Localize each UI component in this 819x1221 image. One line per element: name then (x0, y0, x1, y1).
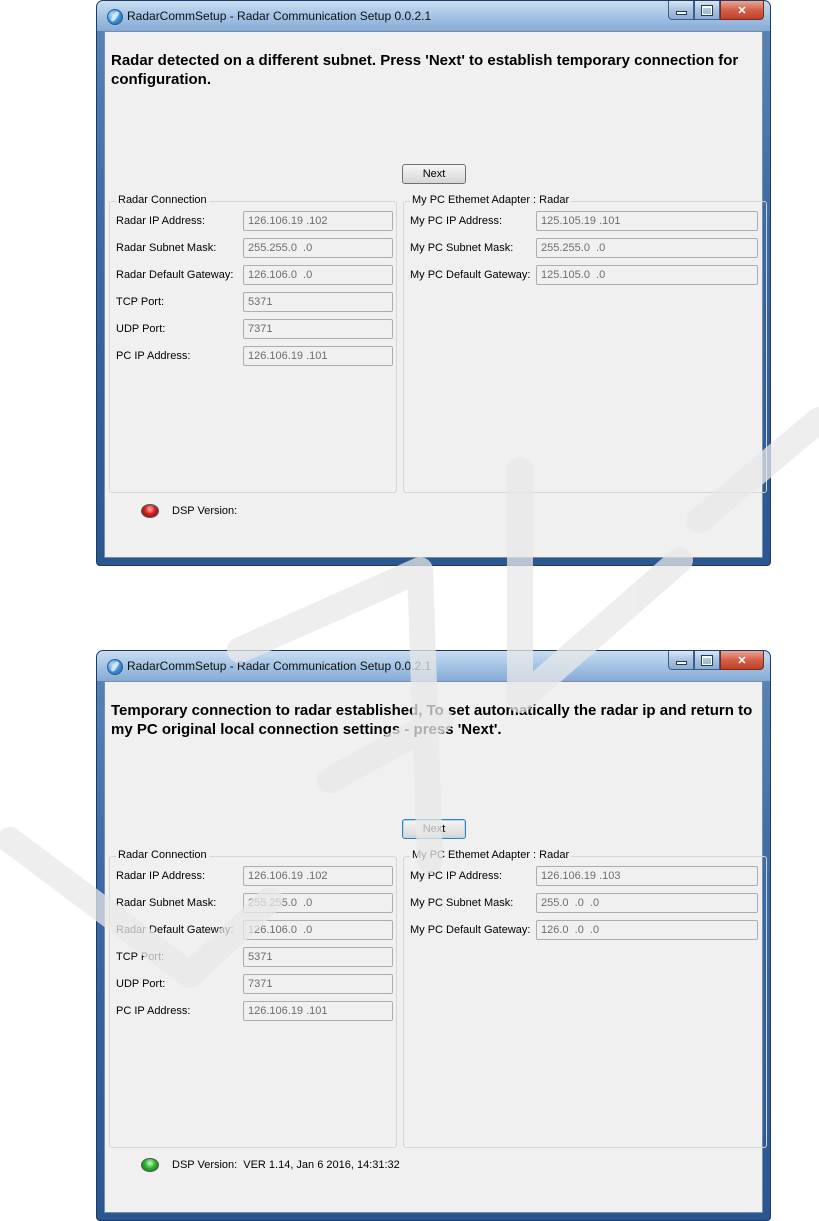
field-label: My PC Subnet Mask: (410, 242, 514, 254)
title-bar[interactable] (97, 651, 770, 681)
radar-subnet-field[interactable]: 255.255.0 .0 (243, 238, 393, 258)
tcp-port-field[interactable]: 5371 (243, 292, 393, 312)
my-pc-ip-field[interactable]: 126.106.19 .103 (536, 866, 758, 886)
setup-window-2 (96, 650, 771, 1221)
minimize-button[interactable] (668, 651, 694, 670)
close-icon: ✕ (737, 654, 747, 667)
radar-subnet-row (116, 893, 394, 913)
maximize-button[interactable] (694, 651, 720, 670)
window-controls (668, 651, 764, 671)
close-button[interactable] (720, 1, 764, 20)
radar-gateway-row (116, 265, 394, 285)
radar-gateway-row (116, 920, 394, 940)
close-icon: ✕ (737, 4, 747, 17)
group-legend: My PC Ethemet Adapter : Radar (412, 849, 570, 861)
minimize-button[interactable] (668, 1, 694, 20)
pc-adapter-group (403, 849, 767, 1148)
field-label: Radar Subnet Mask: (116, 897, 217, 909)
field-label: Radar IP Address: (116, 215, 206, 227)
my-pc-gateway-field[interactable]: 126.0 .0 .0 (536, 920, 758, 940)
next-button[interactable]: Next (402, 819, 466, 839)
group-legend: Radar Connection (118, 194, 207, 206)
field-label: My PC Default Gateway: (410, 924, 531, 936)
title-bar[interactable] (97, 1, 770, 31)
pc-ip-field[interactable]: 126.106.19 .101 (243, 1001, 393, 1021)
minimize-icon (677, 12, 686, 14)
field-label: Radar Default Gateway: (116, 269, 234, 281)
dsp-label: DSP Version: (172, 1159, 238, 1171)
maximize-button[interactable] (694, 1, 720, 20)
udp-port-row (116, 319, 394, 339)
radar-ip-row (116, 866, 394, 886)
maximize-icon (702, 6, 712, 15)
group-legend: Radar Connection (118, 849, 207, 861)
pc-adapter-group (403, 194, 767, 493)
field-label: UDP Port: (116, 323, 166, 335)
my-pc-subnet-field[interactable]: 255.255.0 .0 (536, 238, 758, 258)
radar-gateway-field[interactable]: 126.106.0 .0 (243, 920, 393, 940)
tcp-port-field[interactable]: 5371 (243, 947, 393, 967)
my-pc-ip-row (410, 211, 762, 231)
setup-window-1 (96, 0, 771, 566)
field-label: PC IP Address: (116, 350, 191, 362)
my-pc-subnet-field[interactable]: 255.0 .0 .0 (536, 893, 758, 913)
dsp-version-value: VER 1.14, Jan 6 2016, 14:31:32 (243, 1159, 400, 1171)
field-label: Radar Subnet Mask: (116, 242, 217, 254)
my-pc-gateway-row (410, 920, 762, 940)
radar-gateway-field[interactable]: 126.106.0 .0 (243, 265, 393, 285)
pc-ip-field[interactable]: 126.106.19 .101 (243, 346, 393, 366)
radar-connection-group (109, 849, 397, 1148)
field-label: UDP Port: (116, 978, 166, 990)
udp-port-field[interactable]: 7371 (243, 319, 393, 339)
next-button[interactable]: Next (402, 164, 466, 184)
dsp-label: DSP Version: (172, 505, 238, 517)
tcp-port-row (116, 947, 394, 967)
tcp-port-row (116, 292, 394, 312)
my-pc-gateway-row (410, 265, 762, 285)
instruction-message: Radar detected on a different subnet. Press 'Next' to establish temporary connection for configuration. (111, 52, 739, 88)
my-pc-ip-row (410, 866, 762, 886)
my-pc-ip-field[interactable]: 125.105.19 .101 (536, 211, 758, 231)
instruction-message: Temporary connection to radar established, To set automatically the radar ip and return to my PC original local connection settings - press 'Next'. (111, 702, 753, 738)
field-label: My PC Default Gateway: (410, 269, 531, 281)
radar-ip-field[interactable]: 126.106.19 .102 (243, 211, 393, 231)
radar-subnet-field[interactable]: 255.255.0 .0 (243, 893, 393, 913)
field-label: My PC IP Address: (410, 215, 503, 227)
status-led-icon (141, 504, 159, 518)
radar-subnet-row (116, 238, 394, 258)
field-label: My PC Subnet Mask: (410, 897, 514, 909)
dsp-status (141, 504, 243, 518)
my-pc-gateway-field[interactable]: 125.105.0 .0 (536, 265, 758, 285)
my-pc-subnet-row (410, 893, 762, 913)
radar-connection-group (109, 194, 397, 493)
window-title: RadarCommSetup - Radar Communication Setup 0.0.2.1 (127, 9, 432, 23)
radar-ip-field[interactable]: 126.106.19 .102 (243, 866, 393, 886)
close-button[interactable] (720, 651, 764, 670)
status-led-icon (141, 1158, 159, 1172)
field-label: TCP Port: (116, 296, 165, 308)
window-title: RadarCommSetup - Radar Communication Setup 0.0.2.1 (127, 659, 432, 673)
field-label: TCP Port: (116, 951, 165, 963)
pc-ip-row (116, 1001, 394, 1021)
radar-ip-row (116, 211, 394, 231)
field-label: Radar IP Address: (116, 870, 206, 882)
window-controls (668, 1, 764, 21)
app-icon (107, 9, 123, 25)
field-label: PC IP Address: (116, 1005, 191, 1017)
field-label: Radar Default Gateway: (116, 924, 234, 936)
my-pc-subnet-row (410, 238, 762, 258)
dsp-status (141, 1158, 400, 1172)
window-client-area (104, 681, 763, 1213)
maximize-icon (702, 656, 712, 665)
field-label: My PC IP Address: (410, 870, 503, 882)
udp-port-row (116, 974, 394, 994)
app-icon (107, 659, 123, 675)
window-client-area (104, 31, 763, 558)
group-legend: My PC Ethemet Adapter : Radar (412, 194, 570, 206)
minimize-icon (677, 662, 686, 664)
udp-port-field[interactable]: 7371 (243, 974, 393, 994)
pc-ip-row (116, 346, 394, 366)
